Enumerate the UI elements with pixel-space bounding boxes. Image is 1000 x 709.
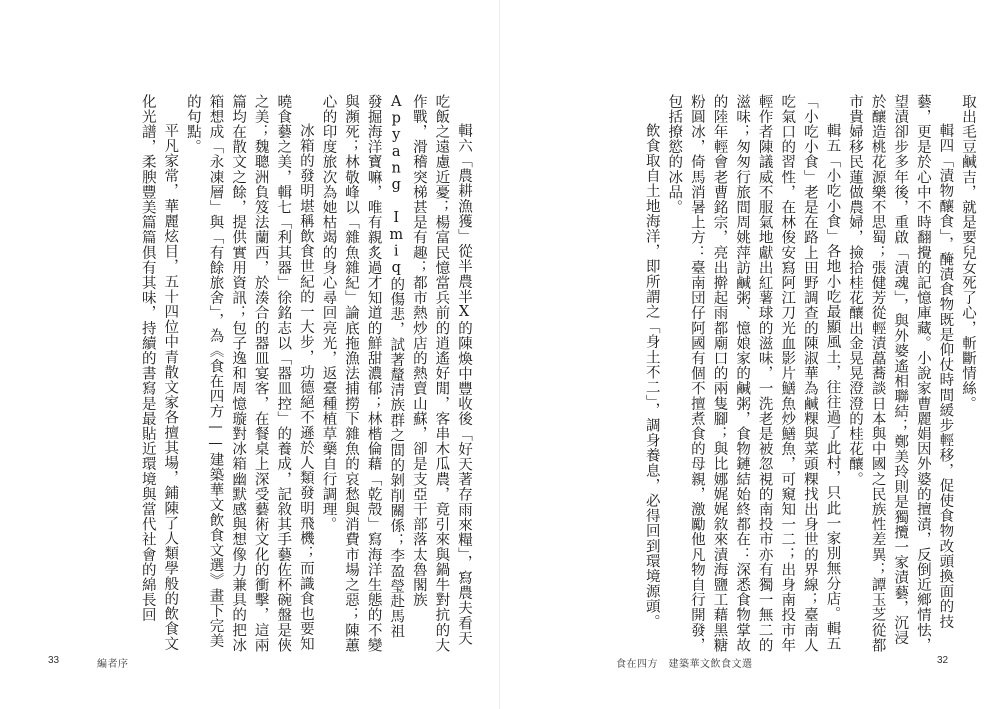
right-page-number: 32: [937, 655, 949, 666]
right-paragraph-4: 飲食取自土地海洋，即所謂之「身土不二」，調身養息，必得回到環境源頭。: [643, 123, 660, 630]
left-paragraph-2: 冰箱的發明堪稱飲食世紀的一大步，功德絕不遜於人類發明飛機；而識食也要知曉食藝之美，輯七「利其器」徐銘志以「器皿控」的養成，記敘其手藝佐杯碗盤是俠之美；魏聰洲負笈法蘭西，於湊合的器皿宴客，在餐桌上深受藝術文化的衝擊，這兩篇均在散文之餘，提供實用資訊；包子逸和周憶璇對冰箱幽默感與想像力兼具的把冰箱想成「永凍層」與「有餘旅舍」，為《食在四方——建築華文飲食文選》畫下完美的句點。: [184, 94, 314, 653]
left-running-title: 編者序: [97, 659, 129, 670]
left-page-number: 33: [48, 655, 60, 666]
left-paragraph-1: 輯六「農耕漁獲」從半農半X的陳煥中豐收後「好天著存雨來糧」，寫農夫看天吃飯之遠慮近憂；楊富民憶當兵前的逍遙好閒，客串木瓜農，竟引來與鍋牛對抗的大作戰，滑稽突梯甚是有趣；都市熱炒店的熱賣山蘇，卻是支亞干部落太魯閣族Apyang Imiq的傷悲，試著釐清族群之間的剝削關係；李盈瑩赴馬祖發掘海洋寶嘛，唯有親炙過才知道的鮮甜濃郁；林楷倫藉「乾殼」寫海洋生態的不變與瀕死；林敬峰以「雜魚雜紀」論底拖漁法捕撈下雜魚的哀愁與消費市場之惡；陳蕙心的印度旅次為她枯竭的身心尋回亮光，返臺種植草藥自行調理。: [320, 94, 472, 653]
right-page: [500, 0, 1000, 709]
right-running-title: 食在四方 建築華文飲食文選: [616, 659, 753, 670]
left-paragraph-3: 平凡家常，華麗炫目，五十四位中青散文家各擅其場，鋪陳了人類學般的飲食文化光譜，柔腴豐美篇篇俱有其味，持續的書寫是最貼近環境與當代社會的綿長回: [139, 94, 179, 652]
right-page-text: [522, 94, 979, 654]
right-paragraph-2: 輯四「漬物釀食」，醃漬食物既是仰仗時間緩步輕移，促使食物改頭換面的技藝，更是於心中不時翻攪的記憶庫藏。小說家曹麗娟因外婆的擅漬，反倒近鄉情怯，望漬卻步多年後，重啟「漬魂」，與外婆遙相聯結；鄭美玲則是獨攬一家漬藝，沉浸於釀造桃花源樂不思蜀；張健芳從輕漬藠蕎談日本與中國之民族性差異；譚玉芝從都市貴婦移民蓮做農婦，撿拾桂花釀出金晃晃澄澄的桂花釀。: [847, 94, 954, 653]
right-paragraph-1: 取出毛豆鹹吉，就是要兒女死了心，斬斷情絲。: [960, 94, 976, 412]
right-paragraph-3: 輯五「小吃小食」各地小吃最顯風土，往往過了此村，只此一家別無分店。輯五「小吃小食」老是在路上田野調查的陳淑華為鹹粿與菜頭粿找出身世的界線；臺南人吃氣口的習性，在林俊安寫阿江刀光血影片鱔魚炒鱔魚，可窺知一二；出身南投市年輕作者陳議威不服氣地獻出紅薯球的滋味，一洗老是被忽視的南投市亦有獨一無二的滋味；匆匆行旅間周姚萍訪鹹粥、憶娘家的鹹粥，食物鏈結始終都在：深悉食物掌故的陸年輕會老曹銘宗，亮出擀起雨都廟口的兩隻腳；與比娜娓娓敘來漬海鹽工藉黑糖粉圓冰，倚馬消暑上方：臺南団仔阿國有個不擅煮食的母親，激勵他凡物自行開發，包括撩慾的冰品。: [666, 94, 841, 653]
left-page-text: [70, 94, 475, 654]
